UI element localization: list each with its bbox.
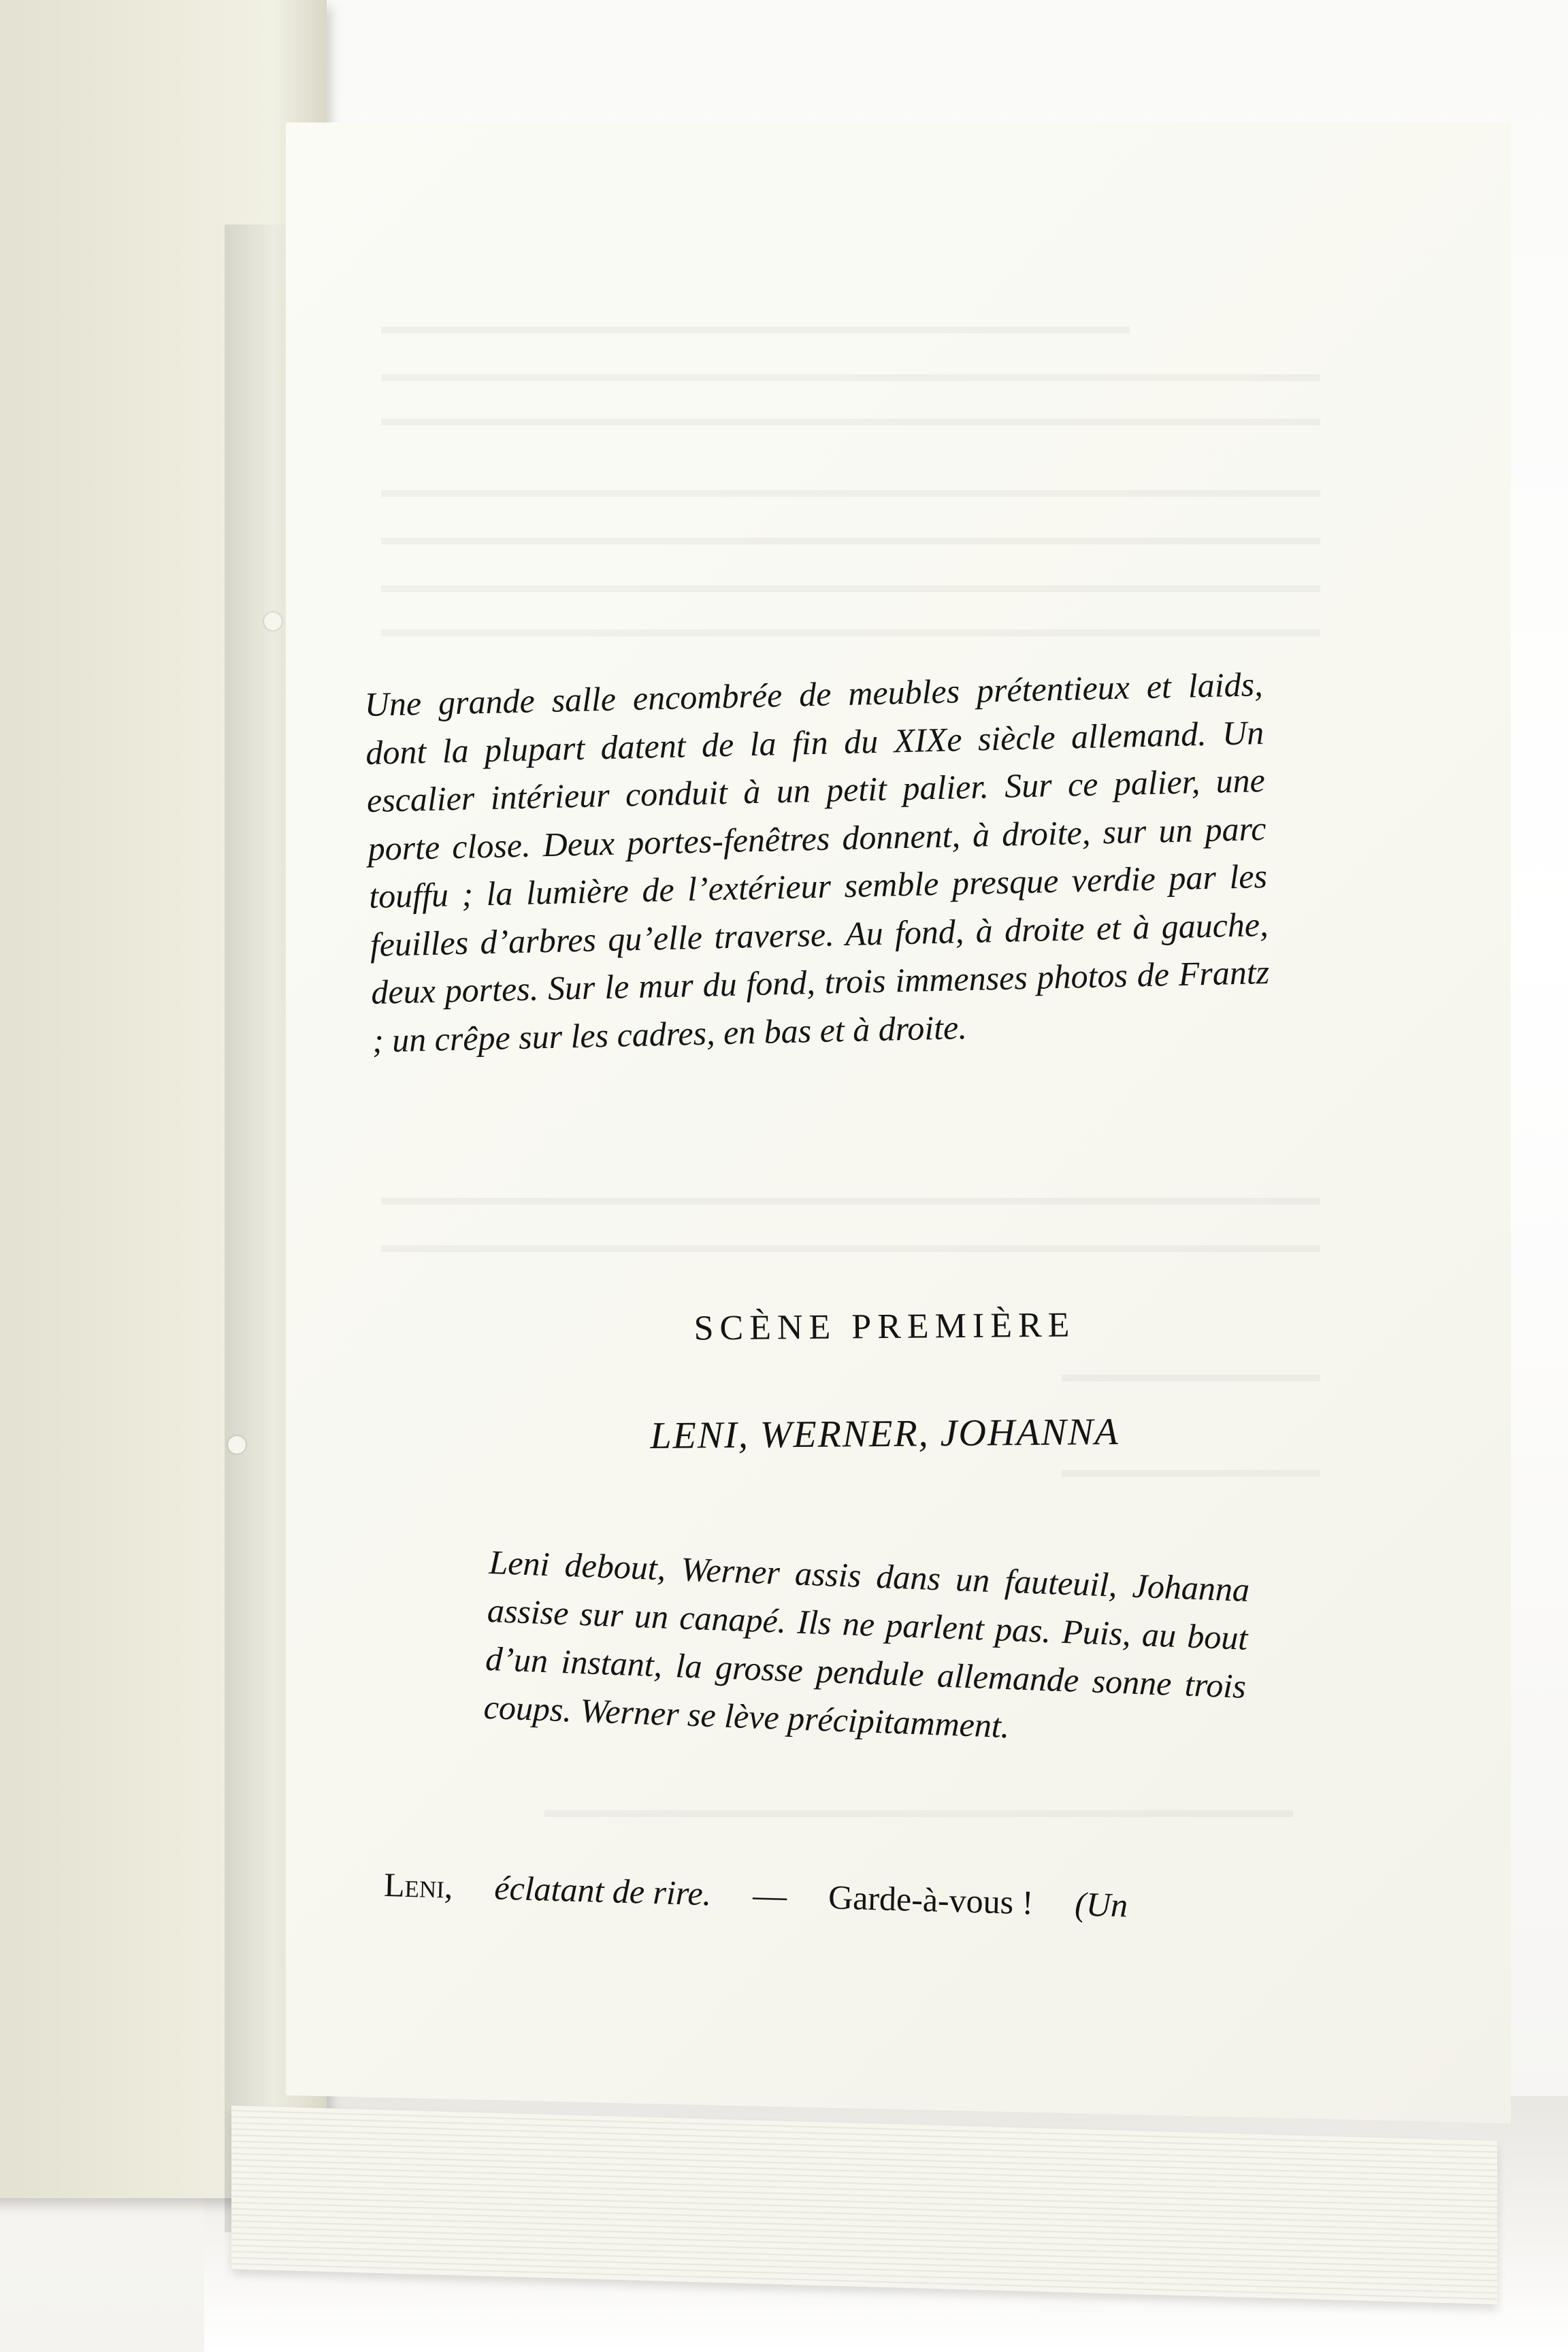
dialogue-speech: Garde-à-vous ! [828, 1878, 1034, 1922]
binding-thread [228, 1436, 246, 1454]
show-through-line [381, 490, 1320, 497]
stage-direction [483, 1538, 1251, 1759]
show-through-line [381, 538, 1320, 544]
speaker-name: Leni, [383, 1865, 454, 1906]
stage-direction-text: Leni debout, Werner assis dans un fauteuil, Johanna assise sur un canapé. Ils ne parlent pas. Puis, au bout d’un instant, la grosse pendule allemande sonne trois coups. Werner se lève précipitamment. [483, 1542, 1250, 1746]
show-through-line [381, 1245, 1320, 1252]
show-through-line [544, 1810, 1293, 1817]
dialogue-continuation: (Un [1074, 1884, 1128, 1925]
show-through-line [1062, 1375, 1320, 1382]
dialogue-dash: — [752, 1876, 788, 1915]
stage-description-text: Une grande salle encombrée de meubles prétentieux et laids, dont la plupart datent de la fin du XIXe siècle allemand. Un escalier intérieur conduit à un petit palier. Sur ce palier, une porte close. Deux portes-fenêtres donnent, à droite, sur un parc touffu ; la lumière de l’extérieur semble presque verdie par les feuilles d’arbres qu’elle traverse. Au fond, à droite et à gauche, deux portes. Sur le mur du fond, trois immenses photos de Frantz ; un crêpe sur les cadres, en bas et à droite. [364, 665, 1270, 1060]
show-through-line [381, 630, 1320, 636]
show-through-line [381, 585, 1320, 592]
character-list: LENI, WERNER, JOHANNA [650, 1410, 1120, 1458]
show-through-line [381, 1198, 1320, 1205]
speaker-direction: éclatant de rire. [493, 1868, 713, 1913]
show-through-line [381, 419, 1320, 425]
binding-thread [264, 612, 282, 630]
show-through-line [381, 327, 1130, 333]
show-through-line [1062, 1470, 1320, 1477]
show-through-line [381, 374, 1320, 381]
stage-description [364, 660, 1271, 1064]
scene-title: SCÈNE PREMIÈRE [693, 1305, 1076, 1348]
